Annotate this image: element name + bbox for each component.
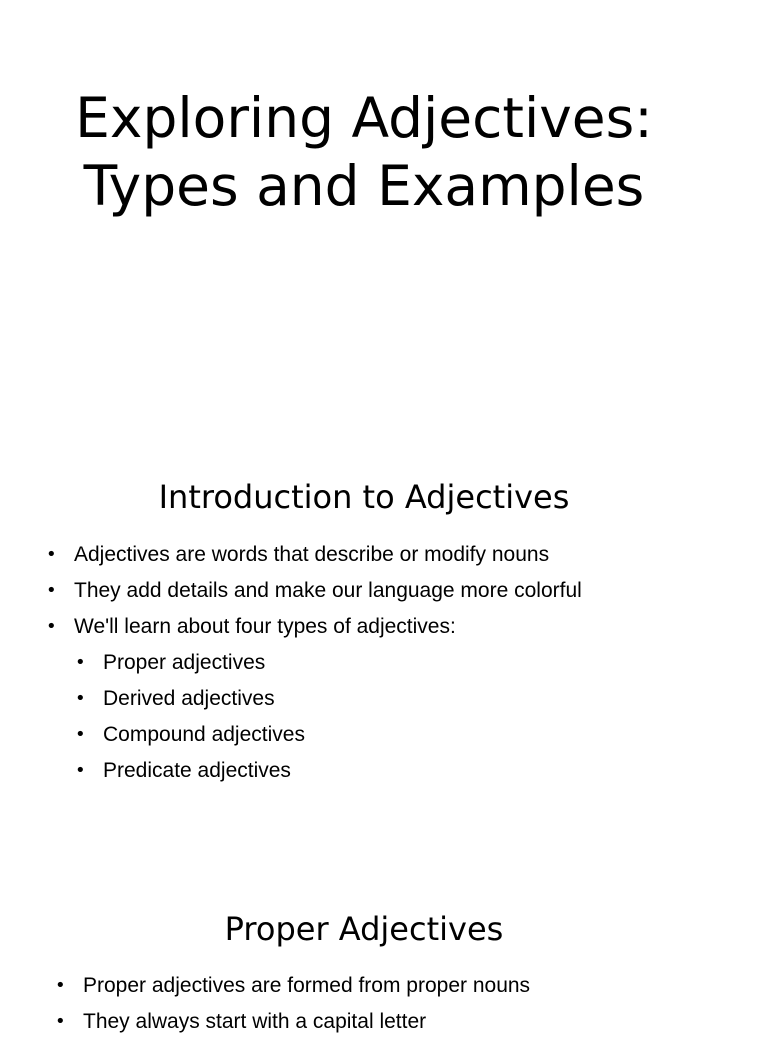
list-item: • Predicate adjectives	[103, 753, 582, 789]
proper-bullet-list	[83, 968, 530, 1040]
proper-adjectives-heading: Proper Adjectives	[224, 910, 504, 948]
intro-heading: Introduction to Adjectives	[158, 478, 570, 516]
list-item: • Compound adjectives	[103, 717, 582, 753]
list-item: • Proper adjectives are formed from proper nouns	[83, 968, 530, 1004]
slide-title-line-1: Exploring Adjectives:	[75, 86, 653, 150]
list-item: • Adjectives are words that describe or modify nouns	[74, 537, 582, 573]
list-item-text: We'll learn about four types of adjectives:	[74, 615, 456, 638]
list-item: • They add details and make our language more colorful	[74, 573, 582, 609]
slide-title	[0, 84, 728, 220]
list-item	[74, 609, 582, 789]
list-item: • Proper adjectives	[103, 645, 582, 681]
list-item: • They always start with a capital letter	[83, 1004, 530, 1040]
adjective-types-sublist	[103, 645, 582, 789]
list-item: • Derived adjectives	[103, 681, 582, 717]
slide-title-line-2: Types and Examples	[83, 154, 645, 218]
intro-bullet-list	[74, 537, 582, 789]
